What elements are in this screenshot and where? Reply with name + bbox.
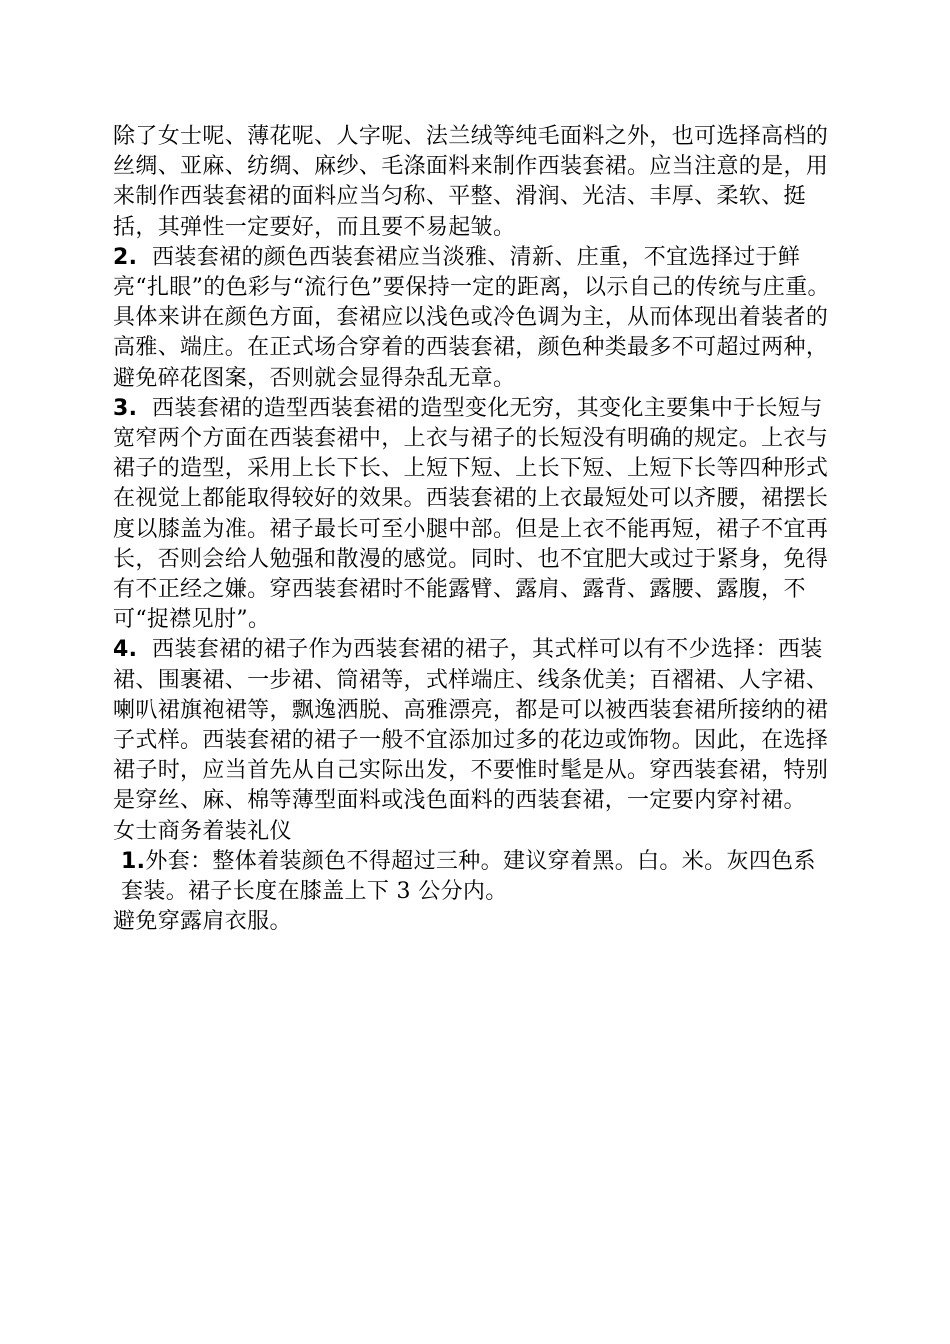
section-heading <box>113 817 838 847</box>
paragraph-text: 避免穿露肩衣服。 <box>113 909 292 935</box>
paragraph-number: 2. <box>113 244 138 270</box>
paragraph-number: 1. <box>121 848 146 874</box>
paragraph-text: 西装套裙的造型西装套裙的造型变化无穷，其变化主要集中于长短与宽窄两个方面在西装套裙中，上衣与裙子的长短没有明确的规定。上衣与裙子的造型，采用上长下长、上短下短、上长下短、上短下长等四种形式在视觉上都能取得较好的效果。西装套裙的上衣最短处可以齐腰，裙摆长度以膝盖为准。裙子最长可至小腿中部。但是上衣不能再短，裙子不宜再长，否则会给人勉强和散漫的感觉。同时、也不宜肥大或过于紧身，免得有不正经之嫌。穿西装套裙时不能露臂、露肩、露背、露腰、露腹，不可“捉襟见肘”。 <box>113 395 829 633</box>
paragraph-shoulder <box>113 907 838 937</box>
document-body <box>113 122 838 937</box>
paragraph-text: 外套：整体着装颜色不得超过三种。建议穿着黑。白。米。灰四色系套装。裙子长度在膝盖上下 3 公分内。 <box>121 848 816 905</box>
paragraph-shape <box>113 394 838 636</box>
paragraph-text: 西装套裙的裙子作为西装套裙的裙子，其式样可以有不少选择：西装裙、围裹裙、一步裙、筒裙等，式样端庄、线条优美；百褶裙、人字裙、喇叭裙旗袍裙等，飘逸洒脱、高雅漂亮，都是可以被西装套裙所接纳的裙子式样。西装套裙的裙子一般不宜添加过多的花边或饰物。因此，在选择裙子时，应当首先从自己实际出发，不要惟时髦是从。穿西装套裙，特别是穿丝、麻、棉等薄型面料或浅色面料的西装套裙，一定要内穿衬裙。 <box>113 637 829 814</box>
paragraph-skirt <box>113 635 838 816</box>
paragraph-text: 除了女士呢、薄花呢、人字呢、法兰绒等纯毛面料之外，也可选择高档的丝绸、亚麻、纺绸、麻纱、毛涤面料来制作西装套裙。应当注意的是，用来制作西装套裙的面料应当匀称、平整、滑润、光洁、丰厚、柔软、挺括，其弹性一定要好，而且要不易起皱。 <box>113 124 829 240</box>
paragraph-color <box>113 243 838 394</box>
paragraph-number: 4. <box>113 637 138 663</box>
paragraph-coat <box>113 847 838 907</box>
paragraph-fabric <box>113 122 838 243</box>
paragraph-number: 3. <box>113 395 138 421</box>
heading-text: 女士商务着装礼仪 <box>113 818 292 844</box>
paragraph-text: 西装套裙的颜色西装套裙应当淡雅、清新、庄重，不宜选择过于鲜亮“扎眼”的色彩与“流行色”要保持一定的距离，以示自己的传统与庄重。具体来讲在颜色方面，套裙应以浅色或冷色调为主，从而体现出着装者的高雅、端庄。在正式场合穿着的西装套裙，颜色种类最多不可超过两种，避免碎花图案，否则就会显得杂乱无章。 <box>113 244 830 391</box>
